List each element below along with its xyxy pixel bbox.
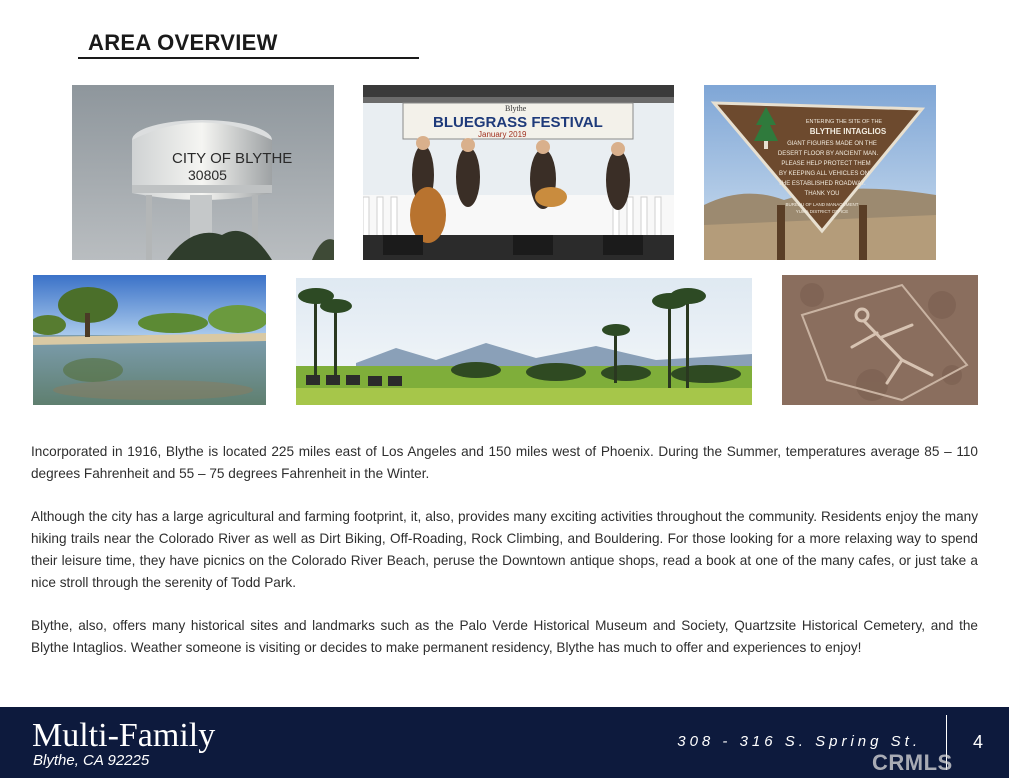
sign-line-9: BUREAU OF LAND MANAGEMENT: [785, 202, 859, 207]
footer-brand: Multi-Family: [32, 717, 216, 754]
photo-intaglios-sign: [704, 85, 936, 260]
footer-bar: [0, 707, 1009, 778]
sign-line-3: GIANT FIGURES MADE ON THE: [787, 141, 877, 147]
sign-line-2: BLYTHE INTAGLIOS: [809, 127, 887, 136]
water-tower-line2: 30805: [188, 167, 227, 183]
festival-banner-top: Blythe: [505, 104, 527, 113]
festival-banner-main: BLUEGRASS FESTIVAL: [433, 114, 603, 131]
section-title: AREA OVERVIEW: [88, 30, 278, 55]
water-tower-line1: CITY OF BLYTHE: [172, 150, 293, 167]
footer-city: Blythe, CA 92225: [33, 752, 150, 769]
body-text: [31, 441, 978, 680]
paragraph-landmarks: Blythe, also, offers many historical sites and landmarks such as the Palo Verde Historical Museum and Society, Quartzsite Historical Cemetery, and the Blythe Intaglios. Weather someone is visiting or decides to make permanent residency, Blythe has much to offer and experiences to enjoy!: [31, 618, 978, 655]
title-underline: [78, 57, 419, 59]
page-number: 4: [973, 732, 984, 752]
sign-line-1: ENTERING THE SITE OF THE: [805, 119, 883, 125]
photo-golf-course: [296, 278, 752, 405]
sign-line-5: PLEASE HELP PROTECT THEM: [781, 161, 871, 167]
sign-line-8: THANK YOU: [804, 191, 840, 197]
sign-line-6: BY KEEPING ALL VEHICLES ON: [778, 171, 870, 177]
paragraph-intro: Incorporated in 1916, Blythe is located 225 miles east of Los Angeles and 150 miles west of Phoenix. During the Summer, temperatures average 85 – 110 degrees Fahrenheit and 55 – 75 degrees Fahrenheit in the Winter.: [31, 444, 978, 481]
footer-address: 308 - 316 S. Spring St.: [677, 733, 921, 750]
sign-line-10: YUMA DISTRICT OFFICE: [795, 209, 849, 214]
sign-line-7: THE ESTABLISHED ROADWAY.: [778, 181, 866, 187]
sign-line-4: DESERT FLOOR BY ANCIENT MAN.: [777, 151, 879, 157]
photo-water-tower: [72, 85, 334, 260]
watermark: CRMLS: [872, 750, 953, 775]
photo-river: [33, 275, 266, 405]
photo-bluegrass-festival: [363, 85, 674, 260]
festival-banner-date: January 2019: [478, 130, 527, 139]
photo-aerial-intaglio: [782, 275, 978, 405]
paragraph-activities: Although the city has a large agricultural and farming footprint, it, also, provides many exciting activities throughout the community. Residents enjoy the many hiking trails near the Colorado River as well as Dirt Biking, Off-Roading, Rock Climbing, and Bouldering. For those looking for a more relaxing way to spend their leisure time, they have picnics on the Colorado River Beach, peruse the Downtown antique shops, read a book at one of the many cafes, or just take a nice stroll through the serenity of Todd Park.: [31, 509, 978, 590]
